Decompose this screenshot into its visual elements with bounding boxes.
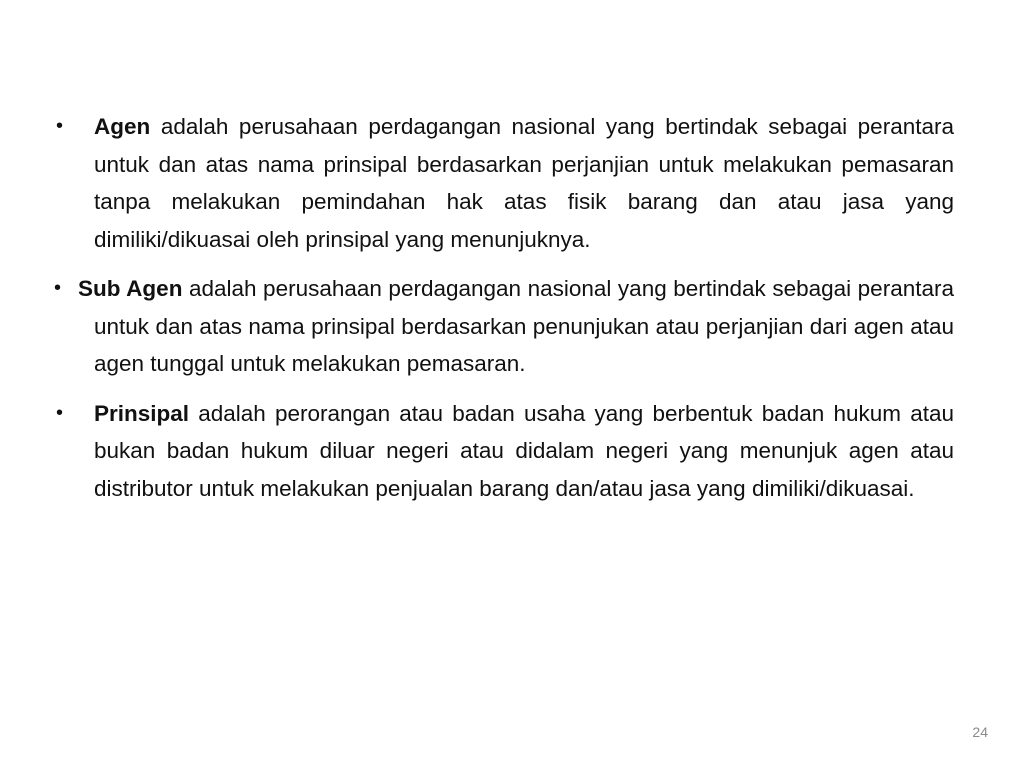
- definition-text: adalah perusahaan perdagangan nasional yang bertindak sebagai perantara untuk dan atas nama prinsipal berdasarkan perjanjian untuk melakukan pemasaran tanpa melakukan pemindahan hak atas fisik barang dan atau jasa yang dimiliki/dikuasai oleh prinsipal yang menunjuknya.: [94, 114, 954, 252]
- definition-item-sub-agen: [54, 270, 954, 383]
- bullet-icon: •: [54, 277, 62, 299]
- definition-term: Agen: [94, 114, 161, 139]
- bullet-icon: •: [56, 401, 64, 424]
- definition-text: adalah perorangan atau badan usaha yang berbentuk badan hukum atau bukan badan hukum diluar negeri atau didalam negeri yang menunjuk agen atau distributor untuk melakukan penjualan barang dan/atau jasa yang dimiliki/dikuasai.: [94, 400, 954, 501]
- page-number: 24: [972, 724, 988, 740]
- definition-text: adalah perusahaan perdagangan nasional yang bertindak sebagai perantara untuk dan atas nama prinsipal berdasarkan penunjukan atau perjanjian dari agen atau agen tunggal untuk melakukan pemasaran.: [94, 276, 954, 376]
- definition-item-prinsipal: [54, 395, 954, 508]
- definition-item-agen: [54, 108, 954, 258]
- definition-term: Prinsipal: [94, 400, 199, 426]
- definition-list: [54, 108, 954, 519]
- definition-term: Sub Agen: [78, 276, 189, 301]
- bullet-icon: •: [56, 115, 64, 137]
